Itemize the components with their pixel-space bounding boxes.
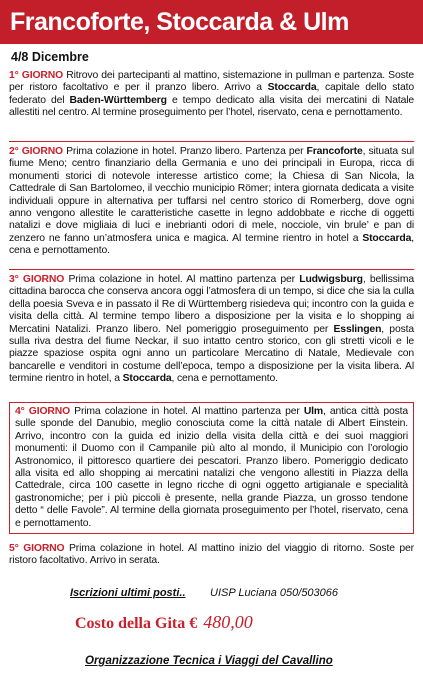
registrations-note: Iscrizioni ultimi posti..: [70, 587, 186, 599]
price-value: 480,00: [203, 612, 253, 632]
day-label: 2° GIORNO: [9, 146, 63, 157]
day-text: Prima colazione in hotel. Pranzo libero. Partenza per: [63, 146, 307, 157]
separator: [9, 141, 414, 142]
day-text: , capitale dello stato federato del: [9, 82, 414, 106]
organization-credit: Organizzazione Tecnica i Viaggi del Cavallino: [85, 655, 333, 667]
day-text: e tempo dedicato alla visita dei mercatini di Natale allestiti nel centro. Al termine proseguimento per l’hotel, riservato, cena e pernottamento.: [9, 94, 414, 119]
day-text: Prima colazione in hotel. Al mattino inizio del viaggio di ritorno. Soste per ristoro facoltativo. Arrivo in serata.: [9, 543, 414, 567]
day-label: 4° GIORNO: [15, 406, 71, 417]
day-1-paragraph: [9, 70, 414, 120]
day-label: 1° GIORNO: [9, 70, 64, 81]
trip-price: [75, 612, 253, 633]
day-3-paragraph: [9, 274, 414, 386]
day-text: , situata sul fiume Meno; centro finanziario della Germania e uno dei principali in Europa, ricca di monumenti storici di notevole interesse artistico come; la Chiesa di San Nicola, la Cattedrale di San Bartolomeo, il vecchio municipio Römer; intera giornata dedicata a visite individuali oppure in alternativa per tuffarsi nel centro storico di Romerberg, dove ogni anno vengono allestite le caratteristiche casette in legno addobbate e ricche di oggetti natalizi e dove migliaia di luci e inebrianti odori di mele, nocciole, vin brule’ e pan di zenzero ne fanno un’atmosfera unica e magica. Al termine rientro in hotel a: [9, 146, 414, 244]
place-name: Baden-Württemberg: [69, 94, 167, 106]
contact-info: UISP Luciana 050/503066: [210, 587, 339, 599]
day-4-paragraph: [9, 402, 414, 534]
day-text: Prima colazione in hotel. Al mattino partenza per: [64, 274, 300, 285]
day-label: 3° GIORNO: [9, 274, 65, 285]
place-name: Stoccarda: [122, 373, 172, 385]
day-text: , antica città posta sulle sponde del Danubio, meglio conosciuta come la città natale di Albert Einstein. Arrivo, incontro con la guida ed inizio della visita della città e dei suoi maggiori monumenti: il Duomo con il Campanile più alto al mondo, il Municipio con l’orologio Astronomico, il pittoresco quartiere dei pescatori. Pranzo libero. Pomeriggio dedicato alla visita ed allo shopping ai mercatini natalizi che vengono allestiti in Piazza della Cattedrale, circa 100 casette in legno ricche di ogni oggetto artigianale e specialità gastronomiche; per i più piccoli è presente, nella grande Piazza, un grosso tendone detto “ delle Favole”. Al termine della giornata proseguimento per l’hotel, riservato, cena e pernottamento.: [15, 406, 408, 529]
place-name: Esslingen: [333, 323, 382, 335]
day-text: , cena e pernottamento.: [9, 232, 414, 257]
separator: [9, 269, 414, 270]
day-text: Ritrovo dei partecipanti al mattino, sistemazione in pullman e partenza. Soste per ristoro facoltativo e per il pranzo libero. Arrivo a: [9, 70, 414, 94]
day-text: , cena e pernottamento.: [171, 373, 278, 385]
day-5-paragraph: [9, 543, 414, 568]
price-label: Costo della Gita €: [75, 615, 198, 632]
trip-dates: 4/8 Dicembre: [11, 50, 89, 64]
day-label: 5° GIORNO: [9, 543, 65, 554]
place-name: Stoccarda: [362, 232, 412, 244]
day-text: Prima colazione in hotel. Al mattino partenza per: [70, 406, 304, 417]
day-text: , bellissima cittadina barocca che conserva ancora oggi l’atmosfera di un tempo, si dice che sia la culla della poesia Sveva e in passato il Re di Württemberg risiedeva qui; incontro con la guida e visita della città. Al termine tempo libero a disposizione per la visita e lo shopping ai Mercatini Natalizi. Pranzo libero. Nel pomeriggio proseguimento per: [9, 274, 414, 335]
place-name: Stoccarda: [267, 82, 317, 94]
place-name: Ludwigsburg: [299, 274, 363, 285]
place-name: Francoforte: [306, 146, 363, 157]
day-text: , posta sulla riva destra del fiume Neckar, il suo intatto centro storico, con gli stretti vicoli e le piazze spaziose ospita ogni anno un particolare Mercatino di Natale, Medievale con bancarelle e venditori in costume dell’epoca, tempo a disposizione per la visita libera. Al termine rientro in hotel, a: [9, 323, 414, 385]
page-title: Francoforte, Stoccarda & Ulm: [10, 8, 349, 36]
place-name: Ulm: [303, 406, 323, 417]
title-banner: [0, 0, 423, 44]
day-2-paragraph: [9, 146, 414, 258]
